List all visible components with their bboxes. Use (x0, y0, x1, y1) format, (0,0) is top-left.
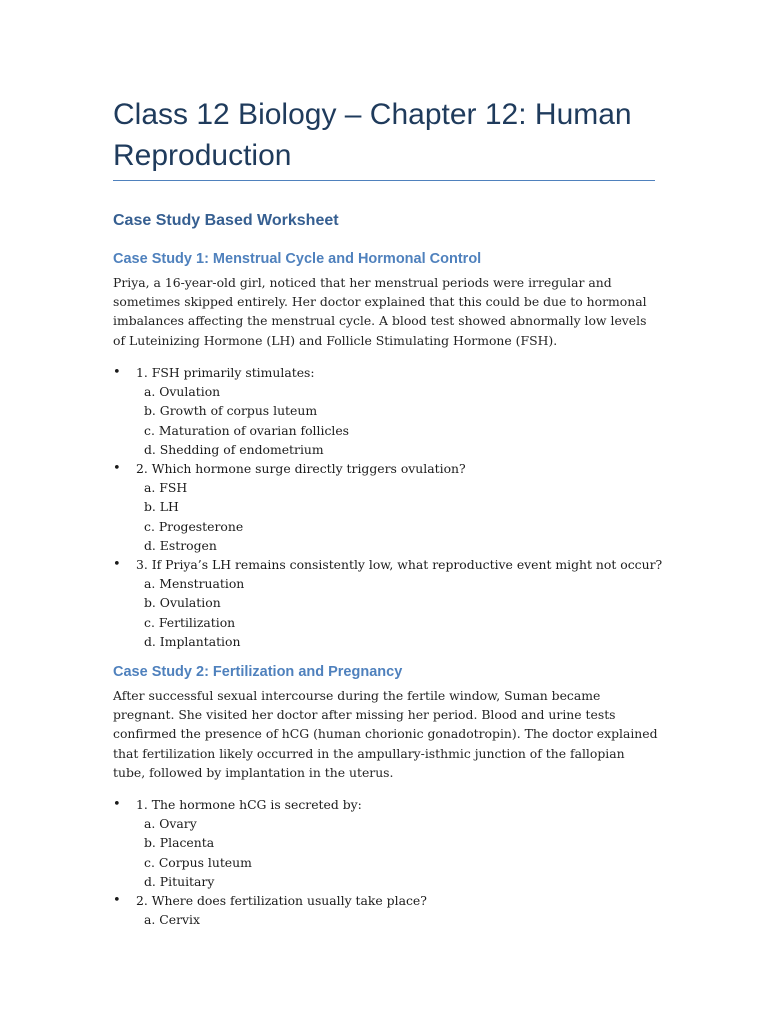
option-text: a. Cervix (144, 912, 200, 928)
option-text: a. Ovulation (144, 384, 221, 400)
bullet-icon: • (113, 797, 121, 812)
question-item (113, 459, 673, 555)
worksheet-heading: Case Study Based Worksheet (113, 212, 339, 229)
option-text: d. Implantation (144, 633, 241, 649)
option-text: d. Shedding of endometrium (144, 441, 324, 457)
case-study-2-questions (113, 795, 673, 929)
option-text: c. Corpus luteum (144, 854, 252, 870)
case-study-1-paragraph: Priya, a 16-year-old girl, noticed that her menstrual periods were irregular and sometimes skipped entirely. Her doctor explained that this could be due to hormonal imbalances affecting the menstrual cycle. A blood test showed abnormally low levels of Luteinizing Hormone (LH) and Follicle Stimulating Hormone (FSH). (113, 275, 647, 348)
option-text: b. Placenta (144, 835, 215, 851)
case-study-2-heading: Case Study 2: Fertilization and Pregnancy (113, 664, 403, 680)
question-text: 2. Which hormone surge directly triggers ovulation? (136, 461, 466, 477)
question-text: 1. FSH primarily stimulates: (136, 365, 315, 380)
option-text: b. Ovulation (144, 595, 221, 611)
question-text: 3. If Priya’s LH remains consistently low, what reproductive event might not occur? (136, 557, 663, 573)
option-text: d. Pituitary (144, 873, 215, 889)
question-item (113, 363, 673, 459)
option-text: a. FSH (144, 480, 188, 496)
case-study-1-heading: Case Study 1: Menstrual Cycle and Hormonal Control (113, 251, 482, 267)
question-text: 2. Where does fertilization usually take place? (136, 893, 427, 909)
bullet-icon: • (113, 893, 121, 909)
option-text: a. Ovary (144, 816, 197, 832)
bullet-icon: • (113, 461, 121, 477)
option-text: c. Maturation of ovarian follicles (144, 422, 350, 438)
option-text: c. Progesterone (144, 518, 244, 534)
case-study-1-questions (113, 363, 673, 651)
option-text: d. Estrogen (144, 537, 217, 553)
title-underline (113, 180, 655, 181)
document-title: Class 12 Biology – Chapter 12: Human Reproduction (113, 98, 632, 172)
bullet-icon: • (113, 365, 121, 380)
option-text: b. Growth of corpus luteum (144, 403, 318, 419)
option-text: b. LH (144, 499, 179, 515)
question-item (113, 891, 673, 929)
option-text: c. Fertilization (144, 614, 236, 630)
case-study-2-paragraph: After successful sexual intercourse during the fertile window, Suman became pregnant. She visited her doctor after missing her period. Blood and urine tests confirmed the presence of hCG (human chorionic gonadotropin). The doctor explained that fertilization likely occurred in the ampullary-isthmic junction of the fallopian tube, followed by implantation in the uterus. (113, 688, 658, 780)
question-text: 1. The hormone hCG is secreted by: (136, 797, 362, 812)
question-item (113, 795, 673, 891)
option-text: a. Menstruation (144, 576, 245, 592)
question-item (113, 555, 673, 651)
bullet-icon: • (113, 557, 121, 573)
